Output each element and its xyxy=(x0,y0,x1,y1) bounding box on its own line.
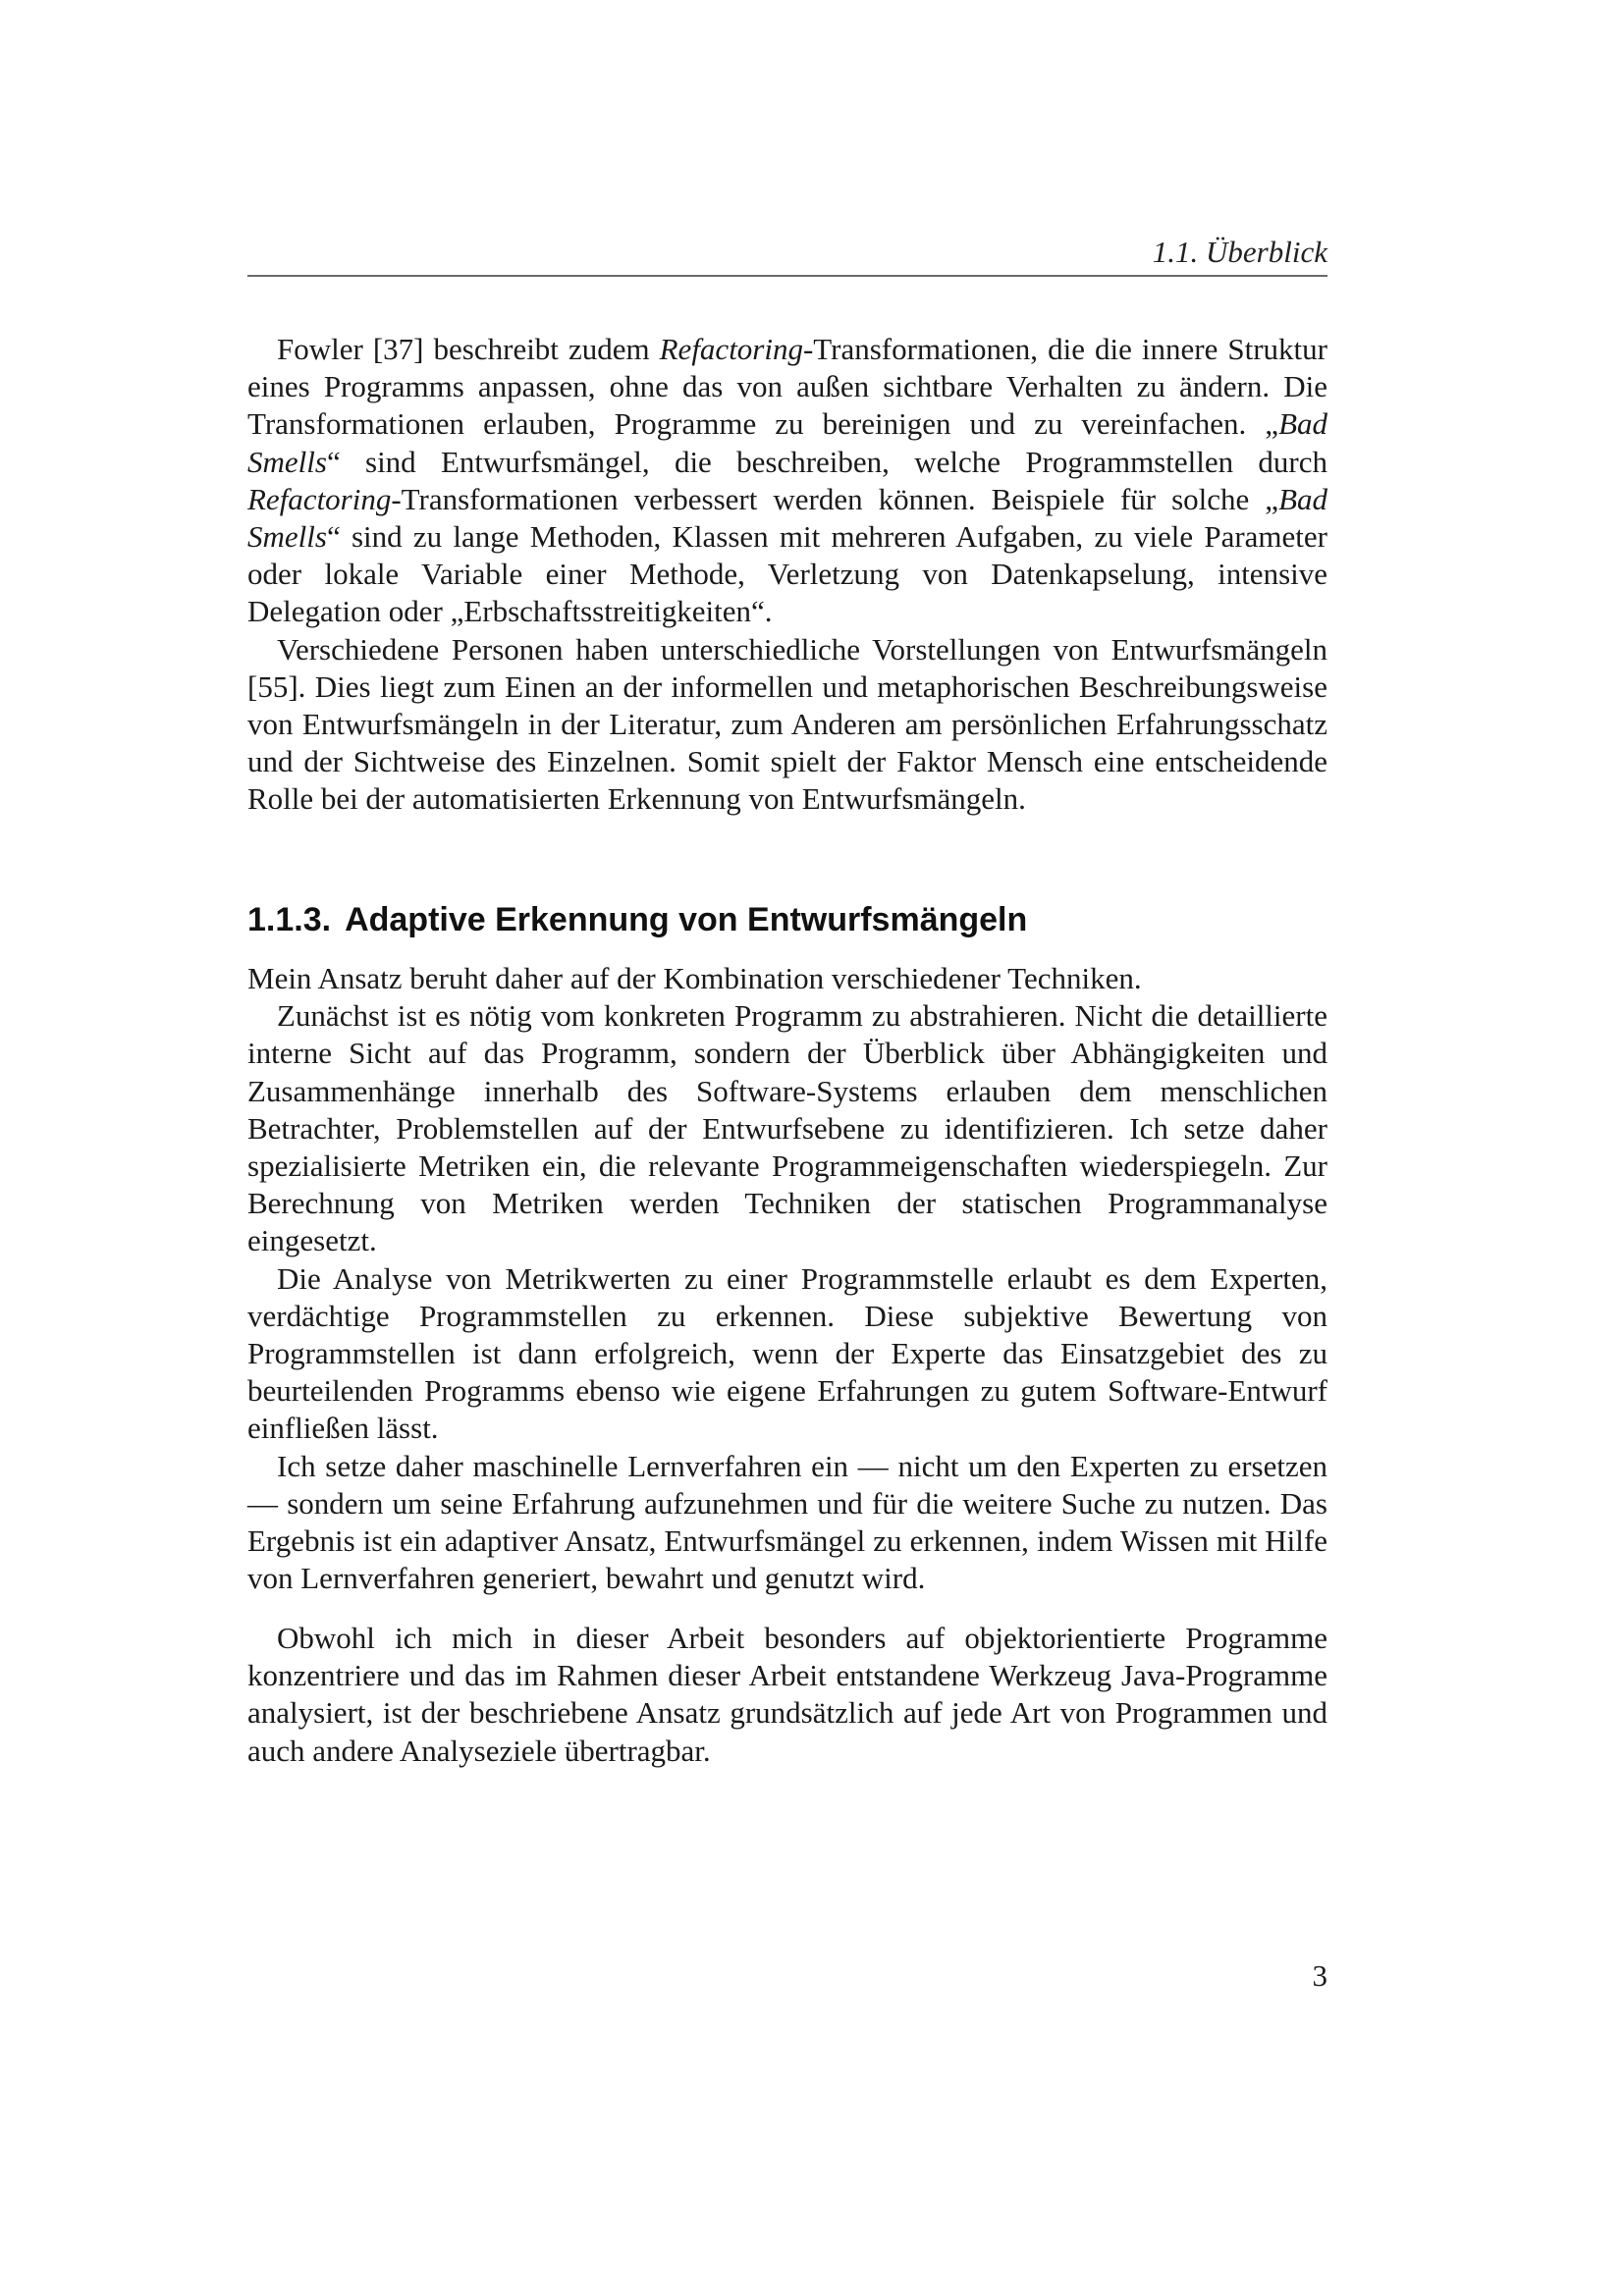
section-number: 1.1.3. xyxy=(247,901,332,938)
paragraph-learning: Ich setze daher maschinelle Lernverfahren ein — nicht um den Experten zu ersetzen — sondern um seine Erfahrung aufzunehmen und für die weitere Suche zu nutzen. Das Ergebnis ist ein adaptiver Ansatz, Entwurfsmängel zu erkennen, indem Wissen mit Hilfe von Lernverfahren generiert, bewahrt und genutzt wird. xyxy=(247,1448,1327,1596)
section-title: Adaptive Erkennung von Entwurfsmängeln xyxy=(345,901,1028,938)
italic-term: Refactoring xyxy=(247,481,392,516)
paragraph-approach: Mein Ansatz beruht daher auf der Kombination verschiedener Techniken. xyxy=(247,961,1142,995)
running-header xyxy=(247,230,1327,277)
paragraph-abstraction: Zunächst ist es nötig vom konkreten Programm zu abstrahieren. Nicht die detaillierte interne Sicht auf das Programm, sondern der Überblick über Abhängigkeiten und Zusammenhänge innerhalb des Software-Systems erlauben dem menschlichen Betrachter, Problemstellen auf der Entwurfsebene zu identifizieren. Ich setze daher spezialisierte Metriken ein, die relevante Programmeigenschaften wiederspiegeln. Zur Berechnung von Metriken werden Techniken der statischen Programmanalyse eingesetzt. xyxy=(247,998,1327,1258)
text-span: -Transformationen verbessert werden können. Beispiele für solche „ xyxy=(391,481,1279,516)
section-heading xyxy=(247,898,1327,941)
page-number: 3 xyxy=(1312,1958,1327,1993)
section-scope-text xyxy=(247,1620,1327,1770)
italic-term: Bad Smells xyxy=(247,406,1327,479)
italic-term: Bad Smells xyxy=(247,481,1327,555)
text-span: “ sind Entwurfsmängel, die beschreiben, welche Programmstellen durch xyxy=(326,444,1327,479)
running-header-title: 1.1. Überblick xyxy=(1152,235,1327,269)
section-adaptive-text xyxy=(247,960,1327,1597)
text-span: Fowler [37] beschreibt zudem xyxy=(277,332,660,366)
paragraph-scope: Obwohl ich mich in dieser Arbeit besonders auf objektorientierte Programme konzentriere und das im Rahmen dieser Arbeit entstandene Werkzeug Java-Programme analysiert, ist der beschriebene Ansatz grundsätzlich auf jede Art von Programmen und auch andere Analyseziele übertragbar. xyxy=(247,1621,1327,1768)
text-span: -Transformationen, die die innere Struktur eines Programms anpassen, ohne das von außen sichtbare Verhalten zu ändern. Die Transformationen erlauben, Programme zu bereinigen und zu vereinfachen. „ xyxy=(247,332,1327,442)
paragraph-analysis: Die Analyse von Metrikwerten zu einer Programmstelle erlaubt es dem Experten, verdächtige Programmstellen zu erkennen. Diese subjektive Bewertung von Programmstellen ist dann erfolgreich, wenn der Experte das Einsatzgebiet des zu beurteilenden Programms ebenso wie eigene Erfahrungen zu gutem Software-Entwurf einfließen lässt. xyxy=(247,1260,1327,1446)
text-span: “ sind zu lange Methoden, Klassen mit mehreren Aufgaben, zu viele Parameter oder lokale Variable einer Methode, Verletzung von Datenkapselung, intensive Delegation oder „Erbschaftsstreitigkeiten“. xyxy=(247,519,1327,629)
section-intro-text xyxy=(247,331,1327,819)
italic-term: Refactoring xyxy=(659,332,803,366)
paragraph-persons: Verschiedene Personen haben unterschiedliche Vorstellungen von Entwurfsmängeln [55]. Dies liegt zum Einen an der informellen und metaphorischen Beschreibungsweise von Entwurfsmängeln in der Literatur, zum Anderen am persönlichen Erfahrungsschatz und der Sichtweise des Einzelnen. Somit spielt der Faktor Mensch eine entscheidende Rolle bei der automatisierten Erkennung von Entwurfsmängeln. xyxy=(247,631,1327,817)
paragraph-fowler xyxy=(247,331,1327,631)
